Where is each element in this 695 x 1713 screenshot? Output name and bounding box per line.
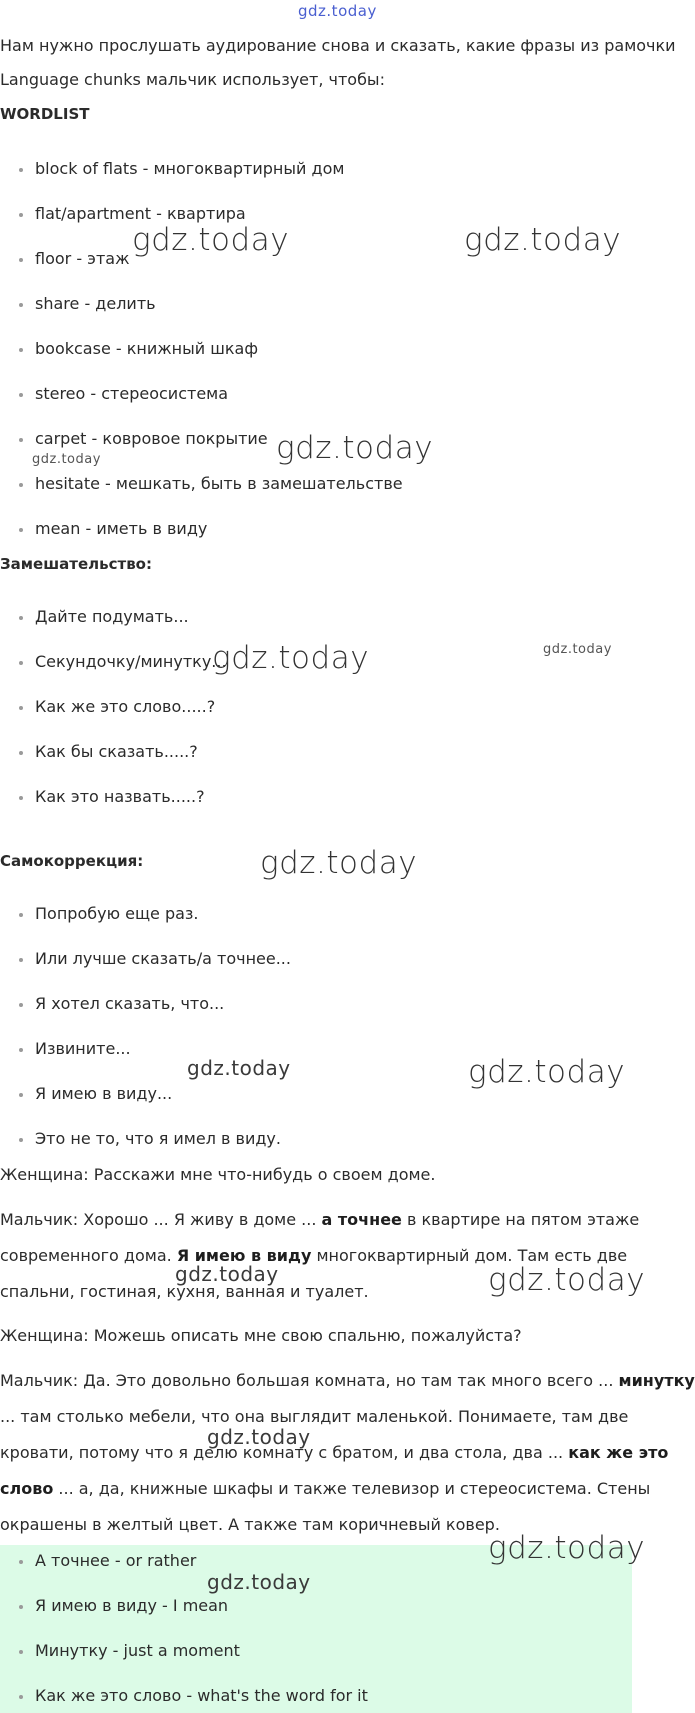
watermark: gdz.today <box>276 430 434 466</box>
list-item: hesitate - мешкать, быть в замешательстве <box>35 474 403 493</box>
dialogue-woman-2: Женщина: Можешь описать мне свою спальню, пожалуйста? <box>0 1326 522 1345</box>
list-item: Дайте подумать... <box>35 607 189 626</box>
list-item: Я имею в виду... <box>35 1084 173 1103</box>
hesitation-title: Замешательство: <box>0 555 152 573</box>
list-item: flat/apartment - квартира <box>35 204 246 223</box>
list-item: Как бы сказать.....? <box>35 742 198 761</box>
selfcorrection-title: Самокоррекция: <box>0 852 144 870</box>
wordlist-title: WORDLIST <box>0 105 90 123</box>
watermark: gdz.today <box>488 1262 646 1298</box>
list-item: Как это назвать.....? <box>35 787 205 806</box>
watermark: gdz.today <box>543 642 612 657</box>
list-item: Попробую еще раз. <box>35 904 199 923</box>
watermark: gdz.today <box>464 222 622 258</box>
watermark: gdz.today <box>212 640 370 676</box>
list-item: carpet - ковровое покрытие <box>35 429 268 448</box>
chunk-highlight: минутку <box>618 1371 695 1390</box>
list-item: Как же это слово.....? <box>35 697 216 716</box>
watermark: gdz.today <box>260 845 418 881</box>
list-item: mean - иметь в виду <box>35 519 208 538</box>
list-item: floor - этаж <box>35 249 130 268</box>
list-item: Я имею в виду - I mean <box>35 1596 229 1615</box>
watermark: gdz.today <box>207 1425 311 1449</box>
dialogue-boy-2: Мальчик: Да. Это довольно большая комната, но там так много всего ... минутку ... там столько мебели, что она выглядит маленькой. Понимаете, там две кровати, потому что я делю комнату с братом, и два стола, два ... как же это слово ... а, да, книжные шкафы и также телевизор и стереосистема. Стены окрашены в желтый цвет. А также там коричневый ковер. <box>0 1371 695 1534</box>
list-item: Секундочку/минутку... <box>35 652 227 671</box>
watermark: gdz.today <box>468 1054 626 1090</box>
list-item: block of flats - многоквартирный дом <box>35 159 345 178</box>
chunk-highlight: а точнее <box>321 1210 402 1229</box>
list-item: Извините... <box>35 1039 131 1058</box>
list-item: Как же это слово - what's the word for it <box>35 1686 368 1705</box>
chunk-highlight: слово <box>0 1479 54 1498</box>
list-item: Это не то, что я имел в виду. <box>35 1129 281 1148</box>
chunk-highlight: Я имею в виду <box>176 1246 312 1265</box>
list-item: stereo - стереосистема <box>35 384 229 403</box>
chunk-highlight: как же это <box>568 1443 669 1462</box>
list-item: Минутку - just a moment <box>35 1641 240 1660</box>
watermark: gdz.today <box>32 452 101 467</box>
intro-line-1: Нам нужно прослушать аудирование снова и сказать, какие фразы из рамочки <box>0 36 676 55</box>
list-item: bookcase - книжный шкаф <box>35 339 259 358</box>
watermark: gdz.today <box>187 1056 291 1080</box>
intro-line-2: Language chunks мальчик использует, чтобы: <box>0 70 385 89</box>
dialogue-boy-1: Мальчик: Хорошо ... Я живу в доме ... а точнее в квартире на пятом этаже современного дома. Я имею в виду многоквартирный дом. Там есть две спальни, гостиная, кухня, ванная и туалет. <box>0 1210 640 1301</box>
watermark: gdz.today <box>207 1570 311 1594</box>
watermark: gdz.today <box>488 1530 646 1566</box>
watermark: gdz.today <box>298 2 377 20</box>
watermark: gdz.today <box>132 222 290 258</box>
list-item: Или лучше сказать/а точнее... <box>35 949 291 968</box>
list-item: Я хотел сказать, что... <box>35 994 225 1013</box>
list-item: share - делить <box>35 294 156 313</box>
watermark: gdz.today <box>175 1262 279 1286</box>
dialogue-woman-1: Женщина: Расскажи мне что-нибудь о своем доме. <box>0 1165 436 1184</box>
list-item: А точнее - or rather <box>35 1551 197 1570</box>
